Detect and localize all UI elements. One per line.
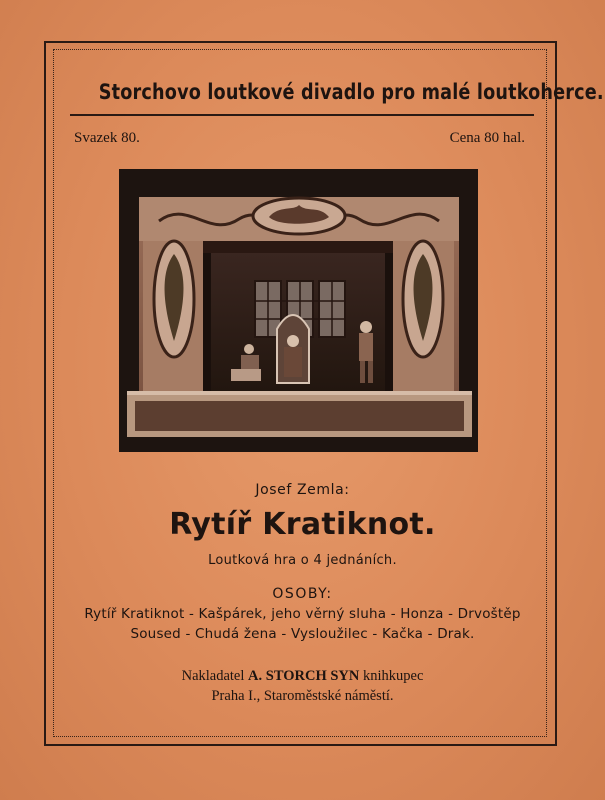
puppet-theatre-illustration [119,169,478,452]
cast-heading: OSOBY: [272,586,333,602]
header-rule [70,114,534,116]
cast-list-line: Rytíř Kratiknot - Kašpárek, jeho věrný sluha - Honza - Drvoštěp [84,606,521,622]
publisher-line [0,668,605,685]
publisher-address: Praha I., Staroměstské náměstí. [211,688,394,704]
price: Cena 80 hal. [449,130,525,146]
play-title: Rytíř Kratiknot. [169,507,436,542]
publisher-prefix: Nakladatel [181,668,245,684]
author-name: Josef Zemla: [255,482,350,498]
cast-list-line: Soused - Chudá žena - Vysloužilec - Kačka - Drak. [130,626,475,642]
volume-number: Svazek 80. [74,130,140,146]
series-title: Storchovo loutkové divadlo pro malé loutkoherce. [98,80,604,104]
publisher-name: A. STORCH SYN [248,668,360,684]
play-subtitle: Loutková hra o 4 jednáních. [208,553,397,568]
publisher-suffix: knihkupec [362,668,424,684]
